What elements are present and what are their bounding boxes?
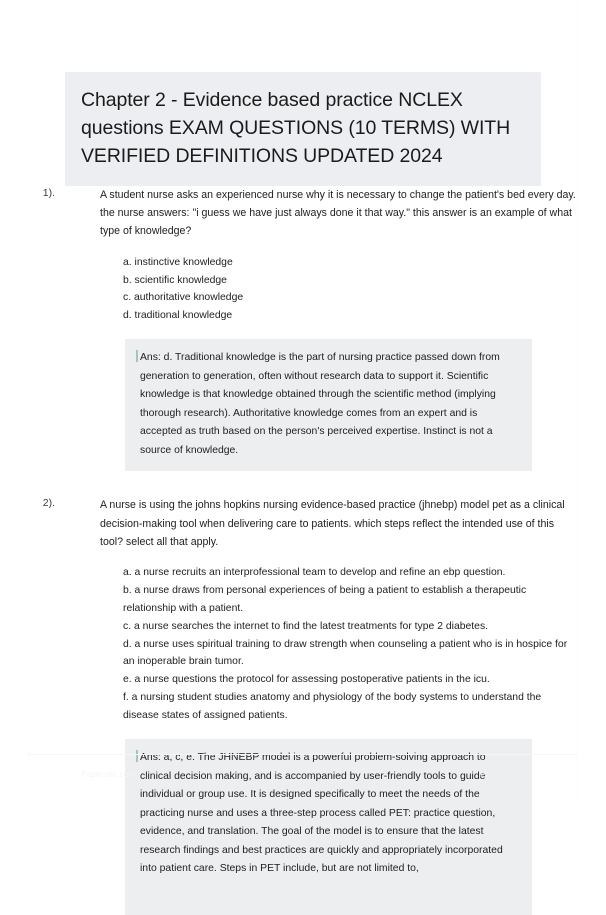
question-options — [123, 564, 577, 725]
questions-container — [29, 186, 577, 915]
question-stem: A nurse is using the johns hopkins nursing evidence-based practice (jhnebp) model pet as a clinical decision-making tool when delivering care to patients. which steps reflect the intended use of this tool? select all that apply. — [100, 499, 565, 548]
answer-box — [125, 339, 532, 471]
page-edge-right — [577, 0, 578, 800]
option-item: a. instinctive knowledge — [123, 256, 233, 268]
option-item: d. traditional knowledge — [123, 310, 233, 322]
page-sheet — [29, 0, 577, 875]
footer-brand-watermark: Paperstic.com — [81, 769, 136, 779]
option-item: b. scientific knowledge — [123, 274, 227, 286]
option-item: c. a nurse searches the internet to find the latest treatments for type 2 diabetes. — [123, 620, 489, 632]
document-title-banner — [65, 72, 541, 186]
question-spacer — [29, 471, 577, 496]
option-item: e. a nurse questions the protocol for assessing postoperative patients in the icu. — [123, 674, 490, 686]
option-item: a. a nurse recruits an interprofessional team to develop and refine an ebp question. — [123, 566, 506, 578]
question-number: 1). — [42, 187, 55, 199]
option-item: d. a nurse uses spiritual training to draw strength when counseling a patient who is in hospice for an inoperable brain tumor. — [123, 638, 568, 668]
page-title: Chapter 2 - Evidence based practice NCLEX questions EXAM QUESTIONS (10 TERMS) WITH VERIFIED DEFINITIONS UPDATED 2024 — [81, 89, 511, 168]
option-item: f. a nursing student studies anatomy and physiology of the body systems to understand the disease states of assigned patients. — [123, 692, 542, 722]
question-block — [29, 186, 577, 471]
option-item: b. a nurse draws from personal experiences of being a patient to establish a therapeutic relationship with a patient. — [123, 584, 527, 614]
answer-text: Ans: a, c, e. The JHNEBP model is a powerful problem-solving approach to clinical decision making, and is accompanied by user-friendly tools to guide individual or group use. It is designed specifically to meet the needs of the practicing nurse and uses a three-step process called PET: practice question, evidence, and translation. The goal of the model is to ensure that the latest research findings and best practices are quickly and appropriately incorporated into patient care. Steps in PET include, but are not limited to, — [140, 751, 503, 875]
answer-accent-bar — [136, 350, 138, 362]
option-item: c. authoritative knowledge — [123, 292, 244, 304]
answer-text: Ans: d. Traditional knowledge is the part of nursing practice passed down from generation to generation, often without research data to support it. Scientific knowledge is that knowledge obtained through the scientific method (implying thorough research). Authoritative knowledge comes from an expert and is accepted as truth based on the person's perceived expertise. Instinct is not a source of knowledge. — [140, 352, 500, 456]
question-options — [123, 254, 577, 326]
question-block — [29, 496, 577, 914]
page-footer — [29, 754, 577, 800]
footer-page-number: Page 1 of 4 — [479, 769, 525, 779]
question-number: 2). — [42, 497, 55, 510]
question-stem: A student nurse asks an experienced nurse why it is necessary to change the patient's bed every day. the nurse answers: "i guess we have just always done it that way." this answer is an example of what type of knowledge? — [100, 189, 576, 238]
